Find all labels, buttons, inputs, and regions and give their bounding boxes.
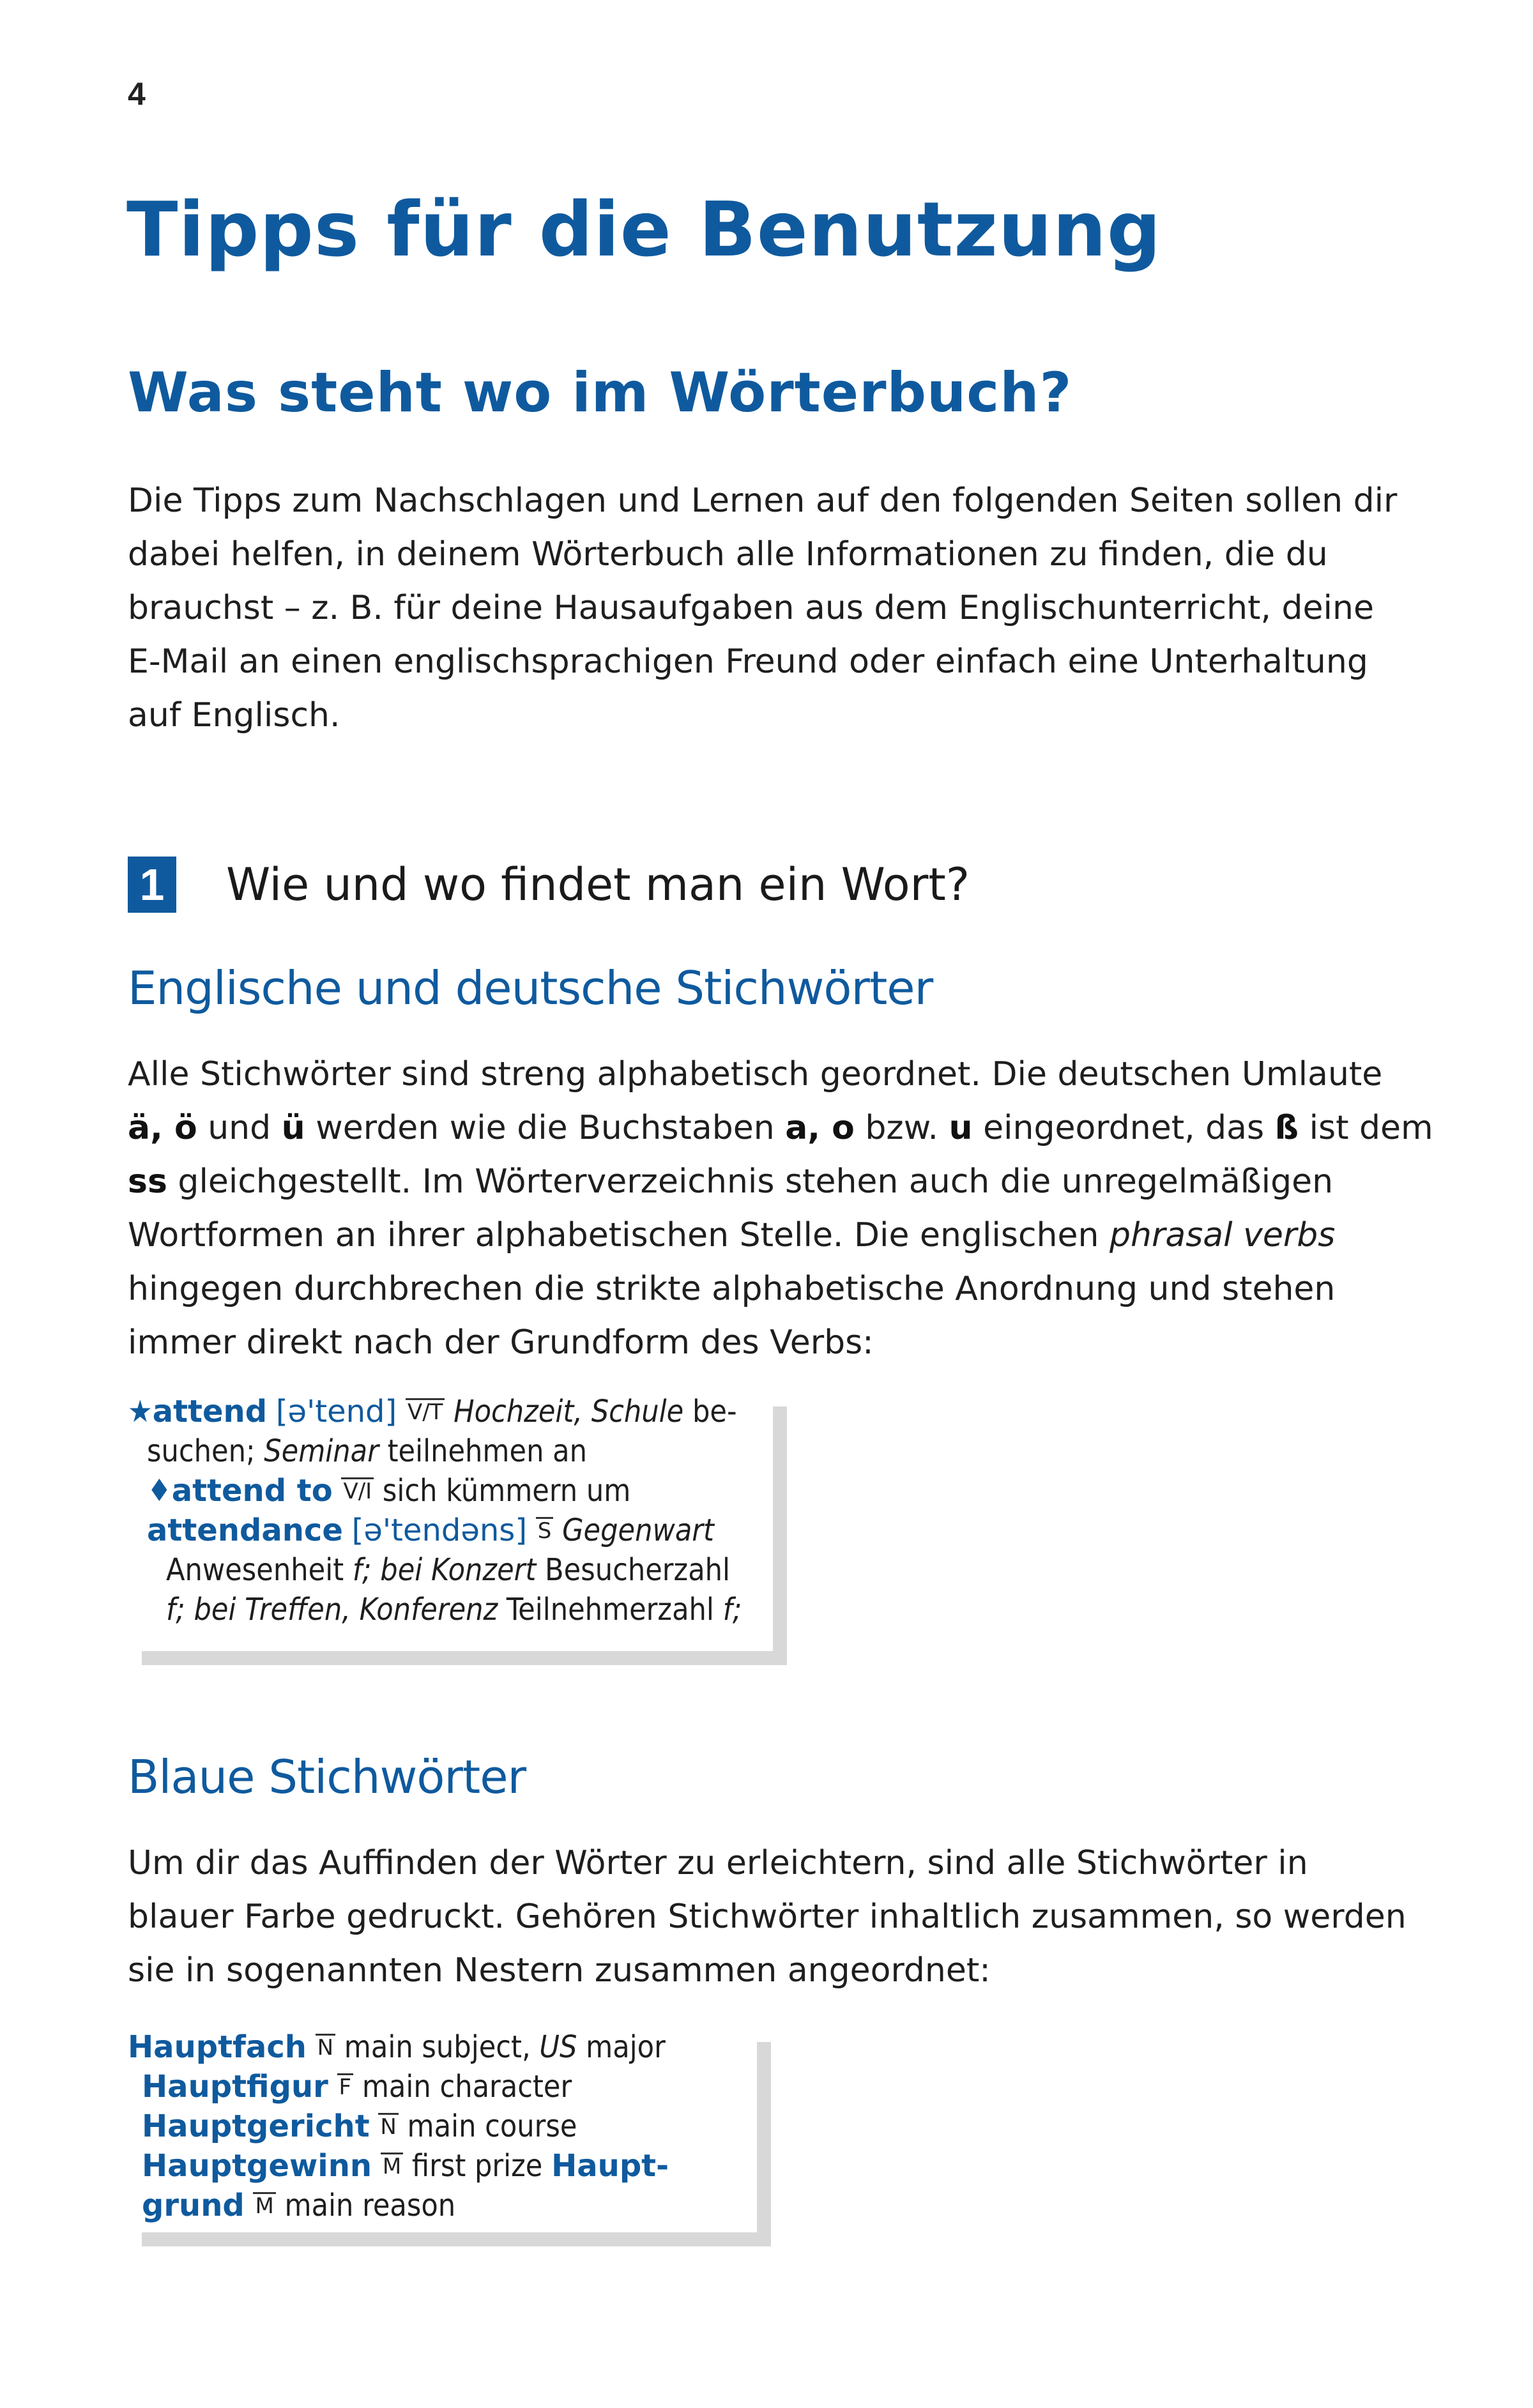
star-icon: ★	[128, 1394, 153, 1429]
text-run: werden wie die Buchstaben	[305, 1109, 786, 1147]
headword: attendance	[147, 1513, 343, 1548]
headword: grund	[142, 2188, 245, 2223]
page-number: 4	[128, 76, 146, 112]
paragraph-line: sie in sogenannten Nestern zusammen angeordnet:	[128, 1951, 991, 1990]
gender-label: N	[378, 2113, 398, 2139]
intro-line: brauchst – z. B. für deine Hausaufgaben aus dem Englischunterricht, deine	[128, 589, 1374, 627]
text-run: Wortformen an ihrer alphabetischen Stelle. Die englischen	[128, 1216, 1110, 1254]
bold-letters: ä, ö	[128, 1109, 197, 1147]
bold-letters: ü	[281, 1109, 305, 1147]
bold-letters: a, o	[785, 1109, 855, 1147]
gender-label: f;	[722, 1592, 742, 1627]
headword: Hauptfach	[128, 2029, 307, 2065]
headword: attend	[152, 1394, 268, 1429]
headword: Haupt-	[551, 2148, 669, 2184]
intro-line: dabei helfen, in deinem Wörterbuch alle Informationen zu finden, die du	[128, 535, 1328, 574]
gender-label: F	[337, 2073, 354, 2099]
section-number-badge: 1	[128, 857, 176, 913]
paragraph-line: hingegen durchbrechen die strikte alphabetische Anordnung und stehen	[128, 1270, 1336, 1308]
intro-line: E-Mail an einen englischsprachigen Freund oder einfach eine Unterhaltung	[128, 643, 1368, 681]
headword: Hauptgericht	[142, 2108, 370, 2144]
context-label: Seminar	[264, 1433, 379, 1469]
entry-line	[142, 2186, 455, 2225]
translation: major	[577, 2029, 666, 2065]
headword: Hauptfigur	[142, 2069, 328, 2105]
page-title: Tipps für die Benutzung	[126, 185, 1162, 273]
entry-line	[147, 1472, 630, 1510]
translation: main subject,	[335, 2029, 540, 2065]
headword: Hauptgewinn	[142, 2148, 372, 2184]
bold-letters: u	[949, 1109, 973, 1147]
bold-letters: ss	[128, 1162, 167, 1201]
paragraph-line: blauer Farbe gedruckt. Gehören Stichwörter inhaltlich zusammen, so werden	[128, 1898, 1407, 1936]
text-run: und	[197, 1109, 282, 1147]
paragraph-line: immer direkt nach der Grundform des Verbs:	[128, 1323, 874, 1362]
nest-example-box	[128, 2028, 757, 2232]
part-of-speech-label: V/I	[341, 1477, 374, 1504]
translation: teilnehmen an	[378, 1433, 587, 1469]
text-run: ist dem	[1299, 1109, 1433, 1147]
intro-line: Die Tipps zum Nachschlagen und Lernen auf den folgenden Seiten sollen dir	[128, 482, 1398, 520]
context-label: f; bei Treffen, Konferenz	[166, 1592, 498, 1627]
translation: be-	[683, 1394, 737, 1429]
region-label: US	[539, 2029, 577, 2065]
part-of-speech-label: V/T	[406, 1398, 445, 1424]
gender-label: N	[316, 2034, 335, 2060]
italic-term: phrasal verbs	[1109, 1216, 1336, 1254]
headwords-paragraph	[128, 1048, 1433, 1369]
section-title: Wie und wo findet man ein Wort?	[226, 858, 970, 911]
pronunciation: [ə'tendəns]	[351, 1513, 528, 1548]
page-subtitle: Was steht wo im Wörterbuch?	[128, 361, 1072, 425]
paragraph-line	[128, 1101, 1433, 1155]
blue-headwords-paragraph	[128, 1836, 1418, 1997]
entry-line	[142, 2068, 572, 2106]
pronunciation: [ə'tend]	[275, 1394, 397, 1429]
gender-label: M	[381, 2153, 403, 2179]
bold-letters: ß	[1274, 1109, 1299, 1147]
translation: sich kümmern um	[374, 1473, 631, 1509]
paragraph-line: Alle Stichwörter sind streng alphabetisch geordnet. Die deutschen Umlaute	[128, 1055, 1383, 1094]
entry-line	[166, 1551, 730, 1589]
entry-line	[142, 2107, 577, 2145]
entry-line	[147, 1511, 714, 1550]
text-run: gleichgestellt. Im Wörterverzeichnis stehen auch die unregelmäßigen	[167, 1162, 1334, 1201]
paragraph-line: Um dir das Auffinden der Wörter zu erleichtern, sind alle Stichwörter in	[128, 1844, 1308, 1882]
entry-line	[147, 1432, 587, 1470]
entry-line	[128, 2028, 666, 2066]
context-label: Hochzeit, Schule	[454, 1394, 684, 1429]
paragraph-line	[128, 1155, 1418, 1208]
subheading-headwords: Englische und deutsche Stichwörter	[128, 961, 933, 1015]
dictionary-example-box	[128, 1392, 773, 1651]
part-of-speech-label: S	[536, 1517, 554, 1543]
context-label: f; bei Konzert	[352, 1552, 537, 1588]
text-run: eingeordnet, das	[972, 1109, 1275, 1147]
diamond-icon: ♦	[147, 1473, 172, 1509]
translation: suchen;	[147, 1433, 264, 1469]
translation: Besucherzahl	[536, 1552, 731, 1588]
section-heading	[128, 856, 970, 913]
translation: Anwesenheit	[166, 1552, 353, 1588]
context-label: Gegenwart	[562, 1513, 714, 1548]
translation: Teilnehmerzahl	[498, 1592, 723, 1627]
paragraph-line	[128, 1208, 1418, 1262]
translation: first prize	[403, 2148, 552, 2184]
intro-line: auf Englisch.	[128, 696, 340, 735]
gender-label: M	[253, 2192, 275, 2218]
subheading-blue-headwords: Blaue Stichwörter	[128, 1750, 526, 1804]
translation: main reason	[275, 2188, 456, 2223]
translation: main course	[407, 2108, 577, 2144]
phrasal-verb-headword: attend to	[171, 1473, 333, 1509]
entry-line	[166, 1590, 742, 1629]
entry-line	[128, 1392, 737, 1431]
intro-paragraph	[128, 474, 1418, 742]
text-run: bzw.	[854, 1109, 949, 1147]
entry-line	[142, 2147, 669, 2185]
translation: main character	[362, 2069, 572, 2105]
